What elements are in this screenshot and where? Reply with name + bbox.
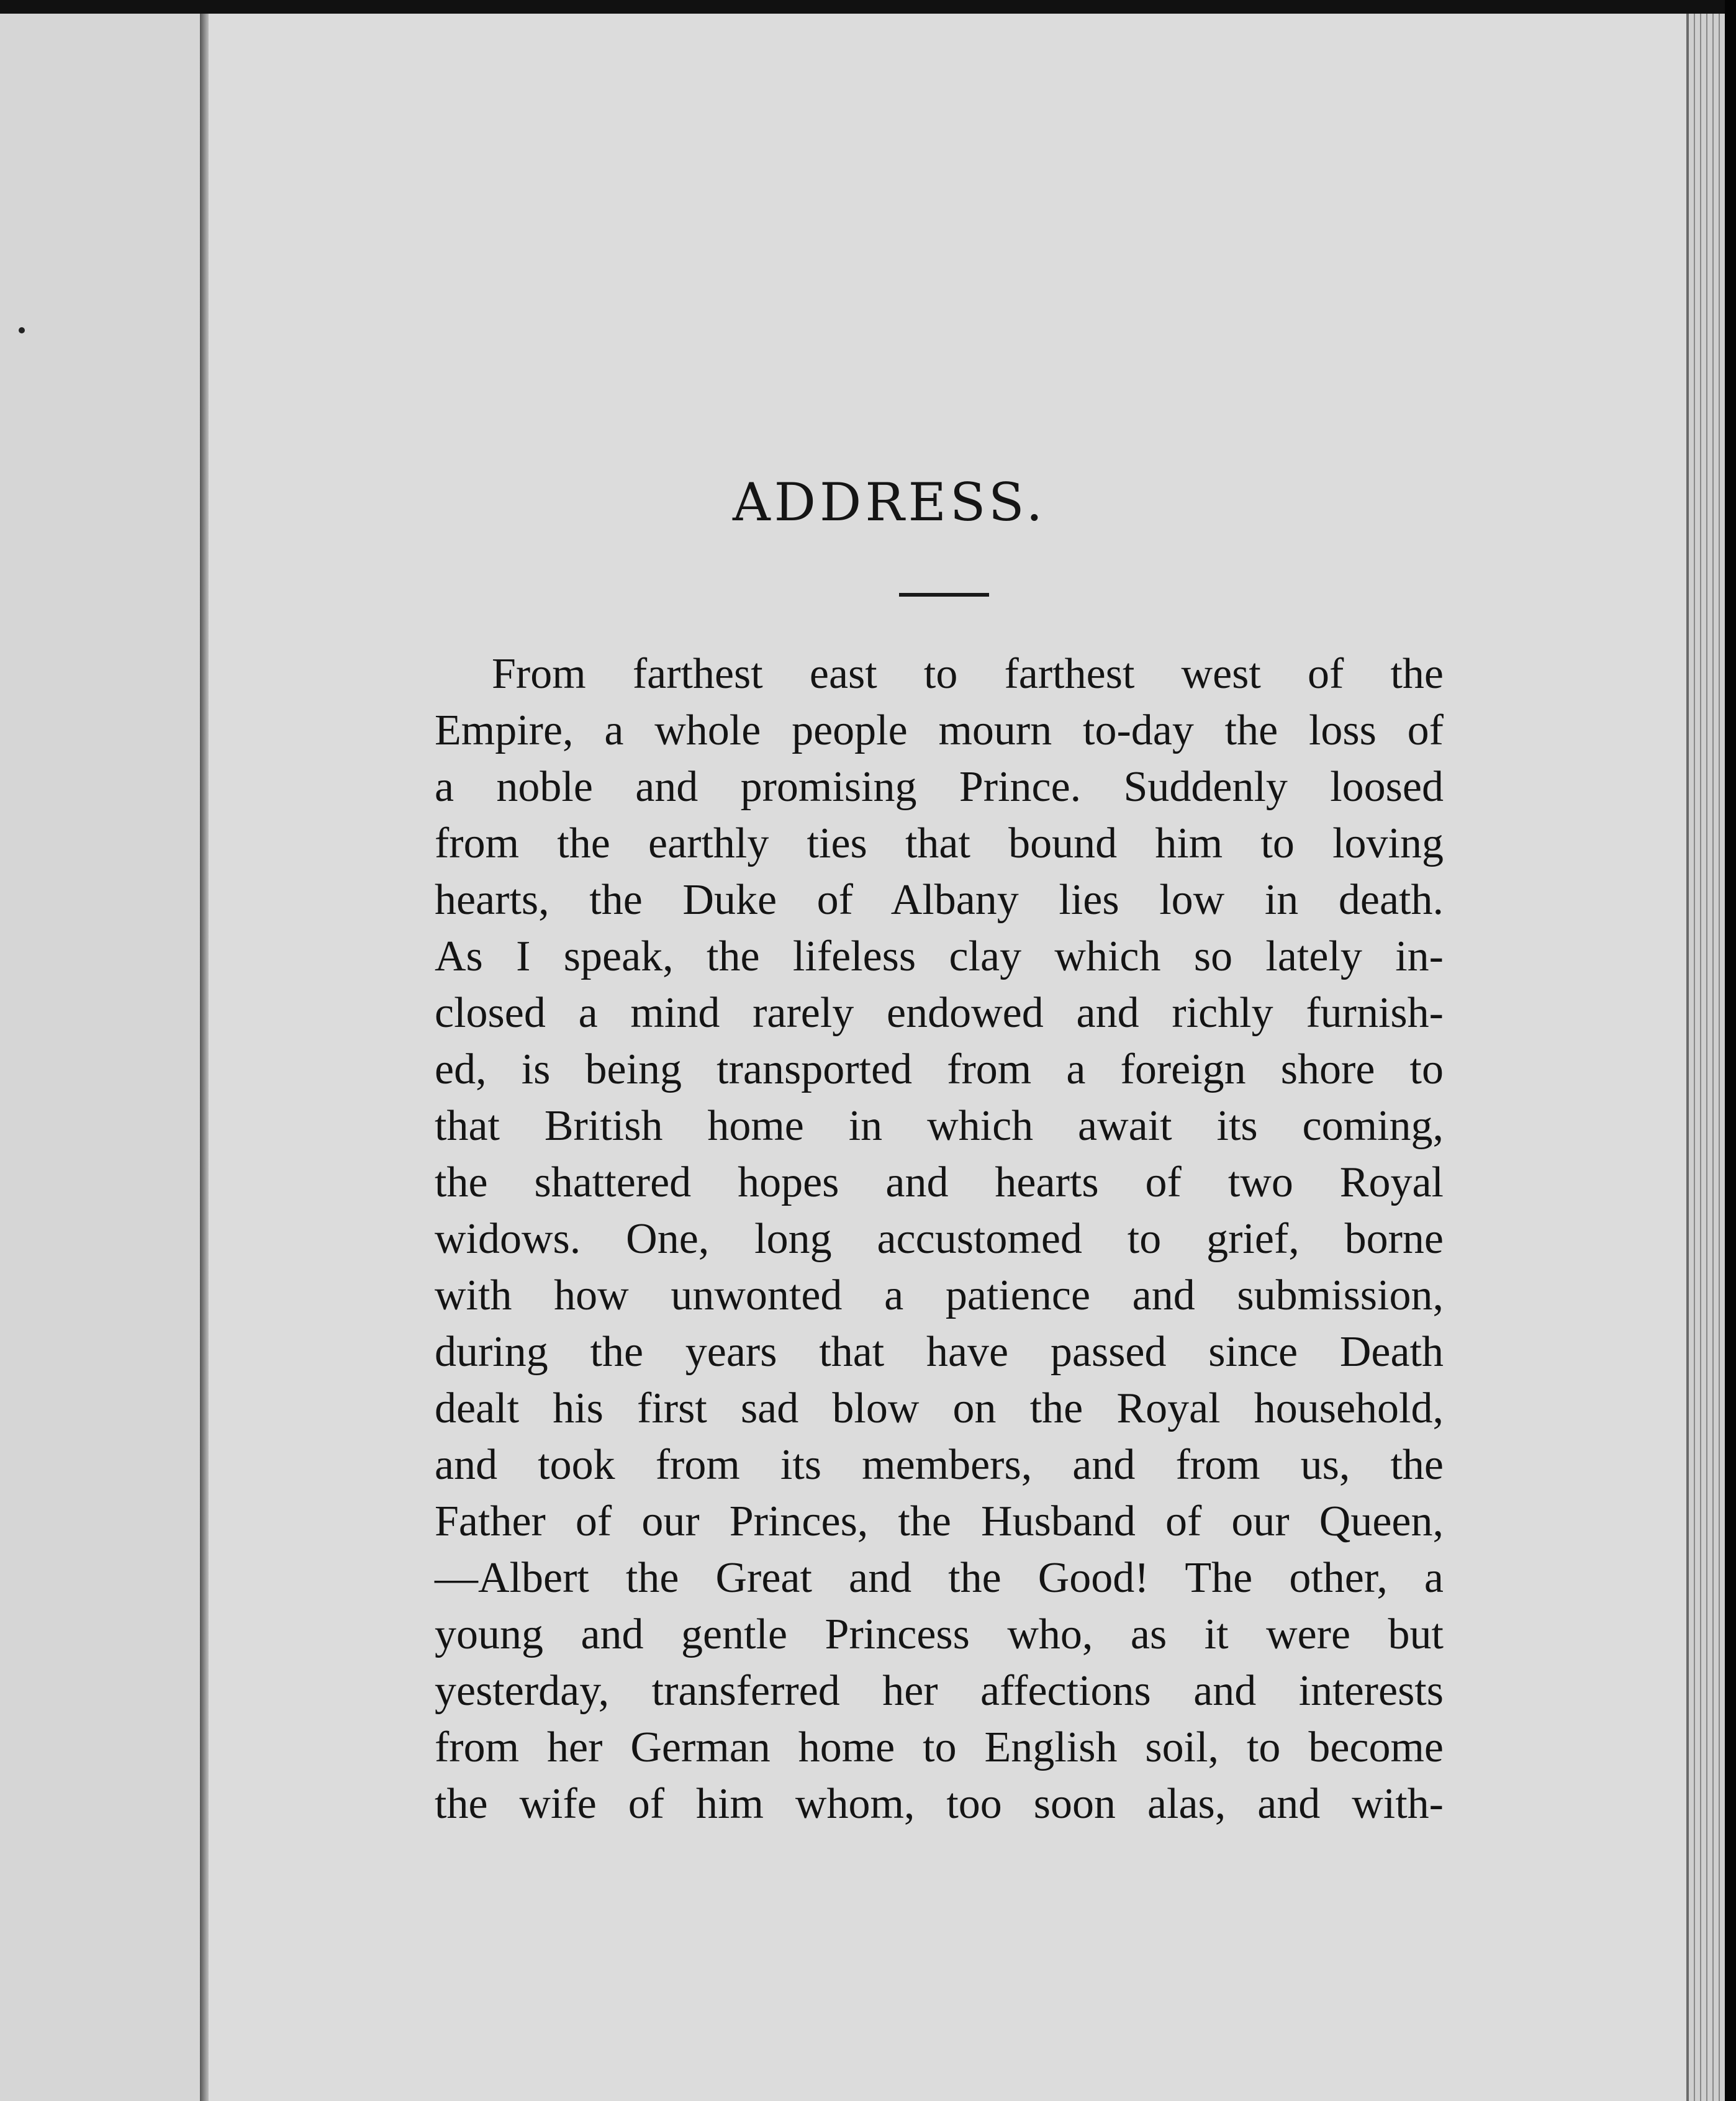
text-line: widows. One, long accustomed to grief, borne <box>435 1215 1444 1263</box>
text-line: dealt his first sad blow on the Royal household, <box>435 1385 1444 1432</box>
scan-border <box>1725 0 1736 2101</box>
page-title: ADDRESS. <box>733 472 1047 533</box>
text-line: with how unwonted a patience and submission, <box>435 1272 1444 1319</box>
text-line: the shattered hopes and hearts of two Royal <box>435 1159 1444 1206</box>
facing-blank-page <box>0 14 204 2101</box>
text-line: yesterday, transferred her affections and interests <box>435 1667 1444 1715</box>
title-rule <box>899 593 989 597</box>
text-line: from her German home to English soil, to become <box>435 1724 1444 1771</box>
body-text <box>435 646 1444 1832</box>
text-line: from the earthly ties that bound him to loving <box>435 820 1444 867</box>
text-line: ed, is being transported from a foreign shore to <box>435 1046 1444 1093</box>
text-line: closed a mind rarely endowed and richly furnish- <box>435 989 1444 1037</box>
text-line: As I speak, the lifeless clay which so lately in- <box>435 933 1444 980</box>
text-line: a noble and promising Prince. Suddenly loosed <box>435 763 1444 811</box>
text-line: —Albert the Great and the Good! The other, a <box>435 1554 1444 1602</box>
text-line: Empire, a whole people mourn to-day the loss of <box>435 707 1444 754</box>
text-line: during the years that have passed since Death <box>435 1328 1444 1376</box>
text-line: young and gentle Princess who, as it were but <box>435 1611 1444 1658</box>
text-line: hearts, the Duke of Albany lies low in death. <box>435 876 1444 924</box>
page-edges <box>1689 14 1725 2101</box>
text-line: that British home in which await its coming, <box>435 1102 1444 1150</box>
text-line: Father of our Princes, the Husband of our Queen, <box>435 1498 1444 1545</box>
book-gutter <box>200 14 209 2101</box>
text-line: From farthest east to farthest west of the <box>492 650 1444 698</box>
text-line: the wife of him whom, too soon alas, and with- <box>435 1780 1444 1828</box>
ink-speck <box>19 327 25 333</box>
text-line: and took from its members, and from us, the <box>435 1441 1444 1489</box>
